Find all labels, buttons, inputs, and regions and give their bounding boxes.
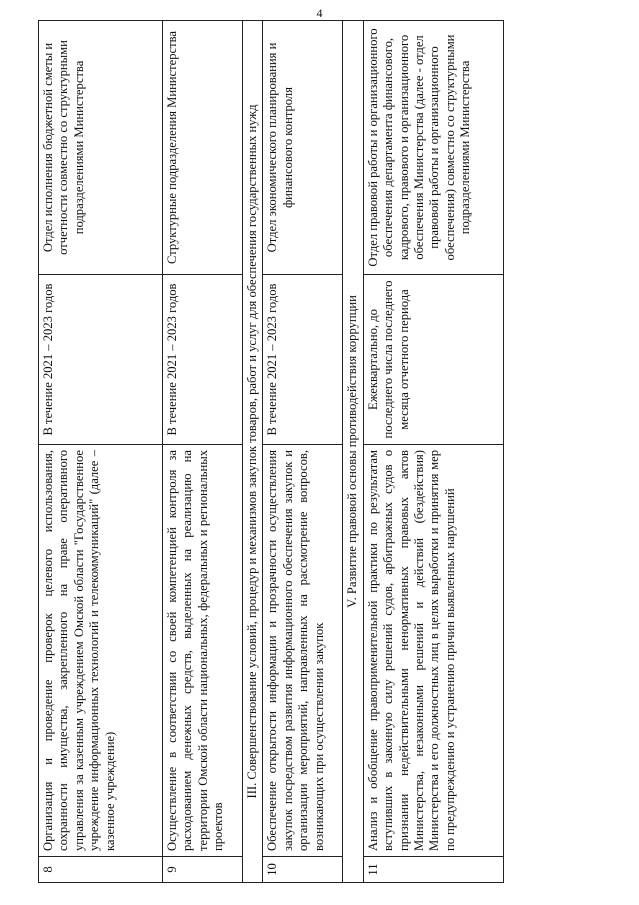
table-row xyxy=(263,21,343,883)
task-cell: Анализ и обобщение правоприменительной практики по результатам вступивших в законную силу решений судов, арбитражных судов о признании недействительными ненормативных правовых актов Министерства, незаконными решений и действий (бездействия) Министерства и его должностных лиц в целях выработки и принятия мер по предупреждению и устранению причин выявленных нарушений xyxy=(363,445,503,857)
table-row xyxy=(163,21,243,883)
section-heading: V. Развитие правовой основы противодействия коррупции xyxy=(343,21,363,883)
responsible-cell: Структурные подразделения Министерства xyxy=(163,21,243,275)
row-number: 8 xyxy=(39,857,163,883)
anticorruption-plan-table xyxy=(38,20,504,883)
table-row xyxy=(39,21,163,883)
section-heading-row xyxy=(243,21,263,883)
responsible-cell: Отдел экономического планирования и финансового контроля xyxy=(263,21,343,275)
term-cell: Ежеквартально, до последнего числа последнего месяца отчетного периода xyxy=(363,275,503,445)
row-number: 11 xyxy=(363,857,503,883)
term-cell: В течение 2021 – 2023 годов xyxy=(39,275,163,445)
responsible-cell: Отдел исполнения бюджетной сметы и отчетности совместно со структурными подразделениями Министерства xyxy=(39,21,163,275)
responsible-cell: Отдел правовой работы и организационного обеспечения департамента финансового, кадрового, правового и организационного обеспечения Министерства (далее - отдел правовой работы и организационного обеспечения) совместно со структурными подразделениями Министерства xyxy=(363,21,503,275)
task-cell: Организация и проведение проверок целевого использования, сохранности имущества, закрепленного на праве оперативного управления за казенным учреждением Омской области "Государственное учреждение информационных технологий и телекоммуникаций" (далее – казенное учреждение) xyxy=(39,445,163,857)
term-cell: В течение 2021 – 2023 годов xyxy=(263,275,343,445)
row-number: 9 xyxy=(163,857,243,883)
table-row xyxy=(363,21,503,883)
task-cell: Обеспечение открытости информации и прозрачности осуществления закупок посредством развития информационного обеспечения закупок и организации мероприятий, направленных на рассмотрение вопросов, возникающих при осуществлении закупок xyxy=(263,445,343,857)
task-cell: Осуществление в соответствии со своей компетенцией контроля за расходованием денежных средств, выделенных на реализацию на территории Омской области национальных, федеральных и региональных проектов xyxy=(163,445,243,857)
row-number: 10 xyxy=(263,857,343,883)
page-number: 4 xyxy=(316,6,323,20)
section-heading: III. Совершенствование условий, процедур и механизмов закупок товаров, работ и услуг для обеспечения государственных нужд xyxy=(243,21,263,883)
term-cell: В течение 2021 – 2023 годов xyxy=(163,275,243,445)
section-heading-row xyxy=(343,21,363,883)
